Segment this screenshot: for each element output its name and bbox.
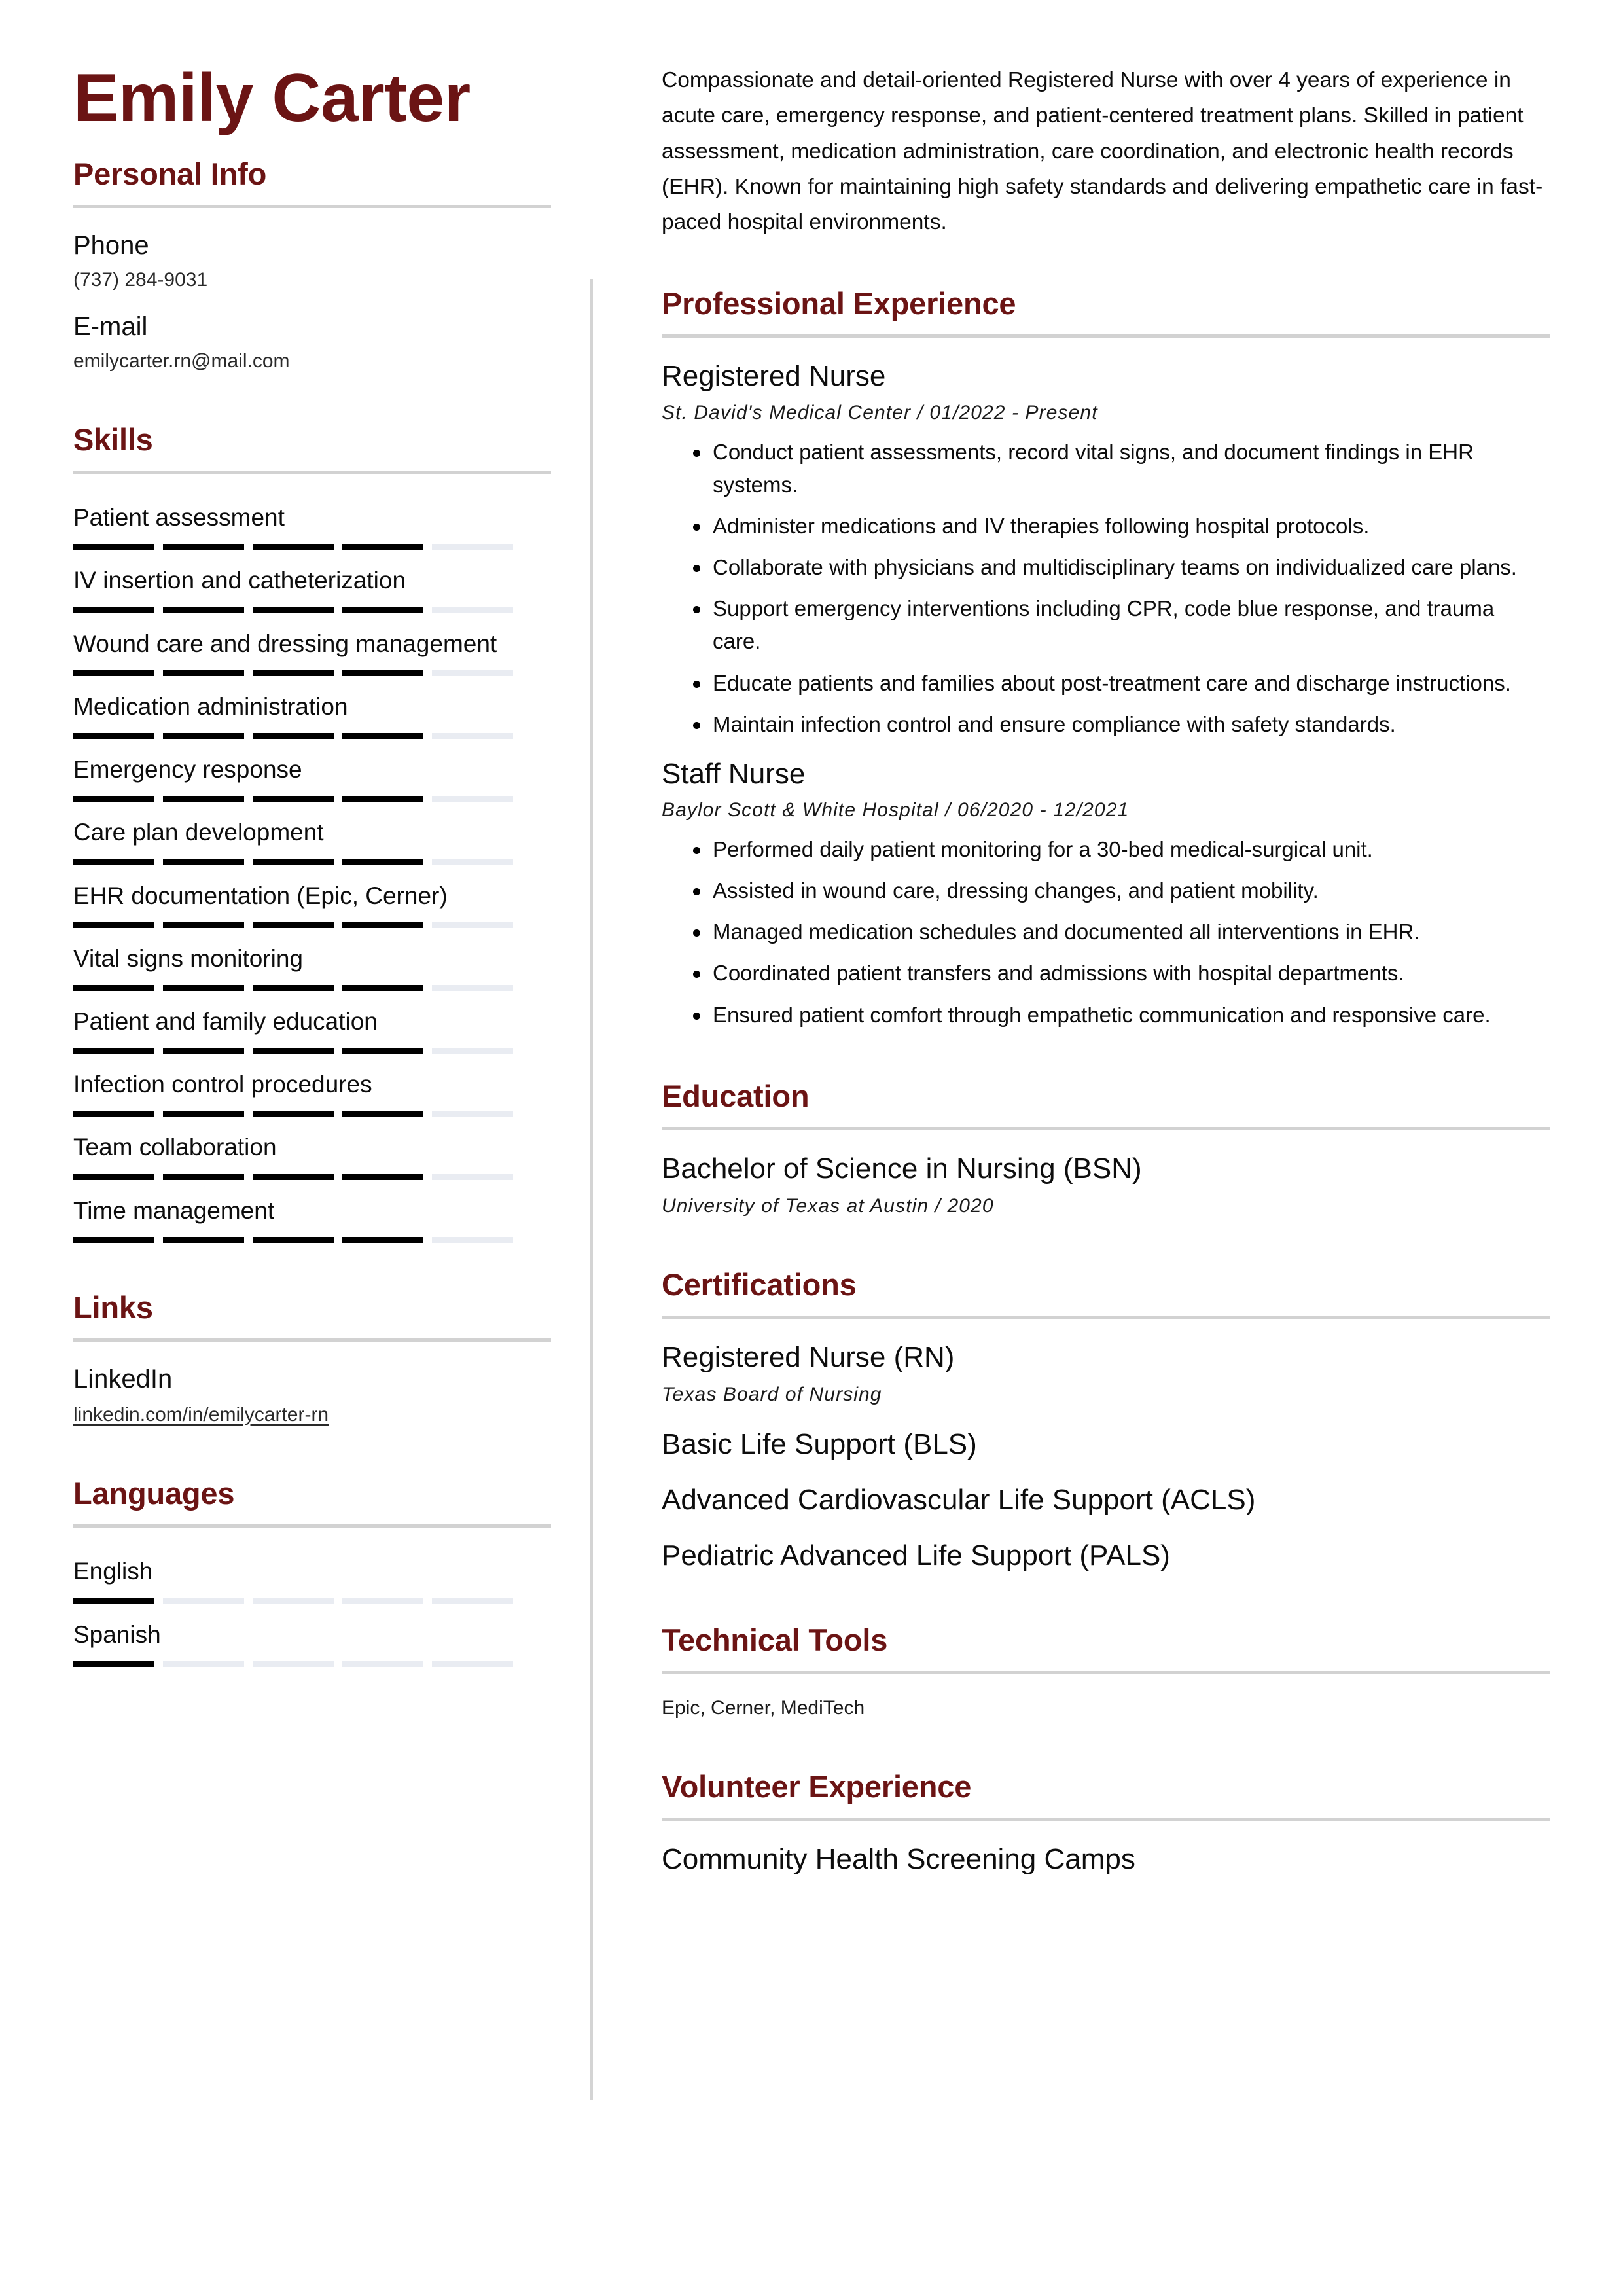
skills-level-bar bbox=[73, 859, 513, 865]
skills-item bbox=[73, 872, 551, 928]
email-value: emilycarter.rn@mail.com bbox=[73, 350, 290, 372]
link-url[interactable]: linkedin.com/in/emilycarter-rn bbox=[73, 1403, 329, 1426]
skills-item-label: Emergency response bbox=[73, 756, 302, 783]
skills-item-label: Patient assessment bbox=[73, 504, 285, 531]
skills-level-bar bbox=[73, 607, 513, 613]
level-segment bbox=[253, 544, 334, 550]
section-rule bbox=[662, 334, 1550, 338]
skills-item bbox=[73, 935, 551, 991]
level-segment bbox=[253, 1598, 334, 1604]
section-rule bbox=[73, 1338, 551, 1342]
level-segment bbox=[342, 670, 423, 676]
level-segment bbox=[163, 1237, 244, 1243]
experience-bullet: Administer medications and IV therapies following hospital protocols. bbox=[662, 510, 1525, 543]
experience-bullet: Conduct patient assessments, record vital signs, and document findings in EHR systems. bbox=[662, 436, 1525, 501]
experience-company-dates: Baylor Scott & White Hospital / 06/2020 - 12/2021 bbox=[662, 799, 1130, 821]
level-segment bbox=[432, 1237, 513, 1243]
languages-level-bar bbox=[73, 1598, 513, 1604]
level-segment bbox=[253, 796, 334, 802]
section-rule bbox=[73, 471, 551, 474]
level-segment bbox=[73, 985, 154, 991]
languages-level-bar bbox=[73, 1661, 513, 1667]
skills-item bbox=[73, 493, 551, 550]
level-segment bbox=[163, 985, 244, 991]
section-title-education: Education bbox=[662, 1078, 810, 1113]
experience-bullet: Ensured patient comfort through empathetic communication and responsive care. bbox=[662, 999, 1525, 1031]
level-segment bbox=[253, 922, 334, 928]
level-segment bbox=[342, 1048, 423, 1054]
experience-bullet: Managed medication schedules and documented all interventions in EHR. bbox=[662, 916, 1525, 948]
experience-company-dates: St. David's Medical Center / 01/2022 - Present bbox=[662, 401, 1098, 423]
section-title-certifications: Certifications bbox=[662, 1266, 857, 1302]
level-segment bbox=[73, 1048, 154, 1054]
certification-name: Pediatric Advanced Life Support (PALS) bbox=[662, 1539, 1170, 1571]
certification-issuer: Texas Board of Nursing bbox=[662, 1383, 882, 1405]
section-personal-info bbox=[73, 156, 551, 375]
level-segment bbox=[342, 1598, 423, 1604]
certification-name: Registered Nurse (RN) bbox=[662, 1340, 955, 1373]
level-segment bbox=[73, 796, 154, 802]
languages-item-label: English bbox=[73, 1558, 153, 1585]
level-segment bbox=[73, 1174, 154, 1180]
skills-item bbox=[73, 997, 551, 1054]
experience-entry bbox=[662, 357, 1550, 740]
links-list bbox=[73, 1361, 551, 1429]
languages-list bbox=[73, 1547, 551, 1666]
level-segment bbox=[253, 1048, 334, 1054]
skills-item-label: IV insertion and catheterization bbox=[73, 567, 406, 594]
skills-level-bar bbox=[73, 1048, 513, 1054]
experience-bullet: Assisted in wound care, dressing changes, and patient mobility. bbox=[662, 874, 1525, 907]
level-segment bbox=[342, 733, 423, 739]
skills-level-bar bbox=[73, 985, 513, 991]
level-segment bbox=[342, 1237, 423, 1243]
level-segment bbox=[73, 922, 154, 928]
volunteer-entry-name: Community Health Screening Camps bbox=[662, 1843, 1135, 1876]
languages-item bbox=[73, 1611, 551, 1667]
level-segment bbox=[163, 1111, 244, 1117]
skills-item bbox=[73, 556, 551, 613]
languages-item bbox=[73, 1547, 551, 1604]
certification-name: Basic Life Support (BLS) bbox=[662, 1427, 977, 1460]
experience-bullet-list bbox=[662, 833, 1550, 1031]
skills-item-label: Patient and family education bbox=[73, 1007, 378, 1035]
level-segment bbox=[163, 1661, 244, 1667]
skills-item bbox=[73, 1187, 551, 1243]
level-segment bbox=[432, 1661, 513, 1667]
level-segment bbox=[253, 985, 334, 991]
experience-list bbox=[662, 357, 1550, 1031]
phone-label: Phone bbox=[73, 231, 149, 260]
skills-level-bar bbox=[73, 796, 513, 802]
level-segment bbox=[342, 859, 423, 865]
section-rule bbox=[662, 1671, 1550, 1674]
section-links bbox=[73, 1290, 551, 1429]
section-rule bbox=[662, 1127, 1550, 1130]
level-segment bbox=[432, 607, 513, 613]
level-segment bbox=[73, 859, 154, 865]
level-segment bbox=[163, 607, 244, 613]
skills-level-bar bbox=[73, 1111, 513, 1117]
experience-bullet: Maintain infection control and ensure compliance with safety standards. bbox=[662, 708, 1525, 741]
skills-level-bar bbox=[73, 544, 513, 550]
level-segment bbox=[73, 544, 154, 550]
skills-item bbox=[73, 1123, 551, 1179]
phone-value: (737) 284-9031 bbox=[73, 269, 208, 291]
email-label: E-mail bbox=[73, 312, 148, 341]
level-segment bbox=[432, 1598, 513, 1604]
skills-item-label: Medication administration bbox=[73, 692, 348, 720]
skills-level-bar bbox=[73, 1237, 513, 1243]
skills-level-bar bbox=[73, 733, 513, 739]
level-segment bbox=[432, 1048, 513, 1054]
level-segment bbox=[73, 1111, 154, 1117]
level-segment bbox=[342, 985, 423, 991]
level-segment bbox=[342, 1111, 423, 1117]
level-segment bbox=[73, 607, 154, 613]
level-segment bbox=[253, 1661, 334, 1667]
section-title-personal-info: Personal Info bbox=[73, 156, 267, 192]
level-segment bbox=[342, 796, 423, 802]
sidebar-column bbox=[73, 60, 590, 1674]
level-segment bbox=[432, 922, 513, 928]
level-segment bbox=[253, 1237, 334, 1243]
section-rule bbox=[73, 1524, 551, 1528]
skills-item-label: Care plan development bbox=[73, 819, 324, 846]
skills-level-bar bbox=[73, 922, 513, 928]
section-certifications bbox=[662, 1267, 1550, 1575]
level-segment bbox=[163, 922, 244, 928]
experience-role: Staff Nurse bbox=[662, 757, 806, 790]
level-segment bbox=[73, 670, 154, 676]
candidate-name: Emily Carter bbox=[73, 60, 471, 136]
skills-item bbox=[73, 683, 551, 739]
technical-tools-value: Epic, Cerner, MediTech bbox=[662, 1696, 865, 1719]
level-segment bbox=[432, 670, 513, 676]
skills-item-label: Time management bbox=[73, 1196, 275, 1224]
section-experience bbox=[662, 286, 1550, 1031]
experience-role: Registered Nurse bbox=[662, 360, 886, 393]
skills-item bbox=[73, 808, 551, 865]
level-segment bbox=[342, 544, 423, 550]
level-segment bbox=[342, 1661, 423, 1667]
experience-bullet: Coordinated patient transfers and admissions with hospital departments. bbox=[662, 957, 1525, 990]
certifications-list bbox=[662, 1338, 1550, 1575]
skills-item-label: Vital signs monitoring bbox=[73, 944, 303, 972]
section-languages bbox=[73, 1476, 551, 1666]
education-school-year: University of Texas at Austin / 2020 bbox=[662, 1194, 994, 1217]
level-segment bbox=[163, 796, 244, 802]
level-segment bbox=[73, 1237, 154, 1243]
level-segment bbox=[163, 1048, 244, 1054]
section-technical-tools bbox=[662, 1623, 1550, 1723]
education-list bbox=[662, 1150, 1550, 1220]
section-rule bbox=[73, 205, 551, 208]
experience-bullet: Performed daily patient monitoring for a 30-bed medical-surgical unit. bbox=[662, 833, 1525, 866]
level-segment bbox=[73, 733, 154, 739]
level-segment bbox=[253, 859, 334, 865]
languages-item-label: Spanish bbox=[73, 1621, 161, 1648]
level-segment bbox=[253, 607, 334, 613]
level-segment bbox=[342, 1174, 423, 1180]
level-segment bbox=[73, 1661, 154, 1667]
experience-entry bbox=[662, 755, 1550, 1031]
level-segment bbox=[432, 796, 513, 802]
level-segment bbox=[163, 859, 244, 865]
professional-summary: Compassionate and detail-oriented Registered Nurse with over 4 years of experience in acute care, emergency response, and patient-centered treatment plans. Skilled in patient assessment, medication administration, care coordination, and electronic health records (EHR). Known for maintaining high safety standards and delivering empathetic care in fast-paced hospital environments. bbox=[662, 68, 1543, 235]
section-rule bbox=[662, 1316, 1550, 1319]
level-segment bbox=[342, 607, 423, 613]
skills-level-bar bbox=[73, 1174, 513, 1180]
link-label: LinkedIn bbox=[73, 1364, 173, 1393]
level-segment bbox=[163, 1174, 244, 1180]
level-segment bbox=[432, 1111, 513, 1117]
level-segment bbox=[253, 1111, 334, 1117]
section-rule bbox=[662, 1818, 1550, 1821]
skills-item-label: Wound care and dressing management bbox=[73, 630, 497, 657]
level-segment bbox=[163, 544, 244, 550]
education-degree: Bachelor of Science in Nursing (BSN) bbox=[662, 1152, 1142, 1185]
skills-list bbox=[73, 493, 551, 1242]
level-segment bbox=[253, 670, 334, 676]
section-title-skills: Skills bbox=[73, 422, 153, 457]
level-segment bbox=[432, 985, 513, 991]
level-segment bbox=[73, 1598, 154, 1604]
level-segment bbox=[163, 670, 244, 676]
section-title-experience: Professional Experience bbox=[662, 286, 1016, 321]
level-segment bbox=[253, 733, 334, 739]
main-column bbox=[593, 63, 1550, 1879]
level-segment bbox=[163, 733, 244, 739]
level-segment bbox=[432, 1174, 513, 1180]
section-education bbox=[662, 1079, 1550, 1220]
section-title-volunteer: Volunteer Experience bbox=[662, 1769, 972, 1804]
section-volunteer bbox=[662, 1769, 1550, 1879]
skills-item bbox=[73, 620, 551, 676]
section-title-links: Links bbox=[73, 1289, 153, 1325]
experience-bullet: Educate patients and families about post-treatment care and discharge instructions. bbox=[662, 667, 1525, 700]
skills-item-label: EHR documentation (Epic, Cerner) bbox=[73, 882, 448, 909]
skills-item bbox=[73, 1060, 551, 1117]
level-segment bbox=[163, 1598, 244, 1604]
section-skills bbox=[73, 422, 551, 1242]
skills-level-bar bbox=[73, 670, 513, 676]
level-segment bbox=[432, 859, 513, 865]
experience-bullet: Support emergency interventions including CPR, code blue response, and trauma care. bbox=[662, 592, 1525, 658]
skills-item bbox=[73, 745, 551, 802]
level-segment bbox=[432, 733, 513, 739]
experience-bullet: Collaborate with physicians and multidisciplinary teams on individualized care plans. bbox=[662, 551, 1525, 584]
level-segment bbox=[253, 1174, 334, 1180]
skills-item-label: Team collaboration bbox=[73, 1134, 277, 1161]
skills-item-label: Infection control procedures bbox=[73, 1071, 372, 1098]
level-segment bbox=[432, 544, 513, 550]
volunteer-list bbox=[662, 1840, 1550, 1879]
certification-name: Advanced Cardiovascular Life Support (ACLS) bbox=[662, 1483, 1256, 1516]
level-segment bbox=[342, 922, 423, 928]
section-title-technical-tools: Technical Tools bbox=[662, 1622, 888, 1657]
experience-bullet-list bbox=[662, 436, 1550, 741]
section-title-languages: Languages bbox=[73, 1476, 235, 1511]
